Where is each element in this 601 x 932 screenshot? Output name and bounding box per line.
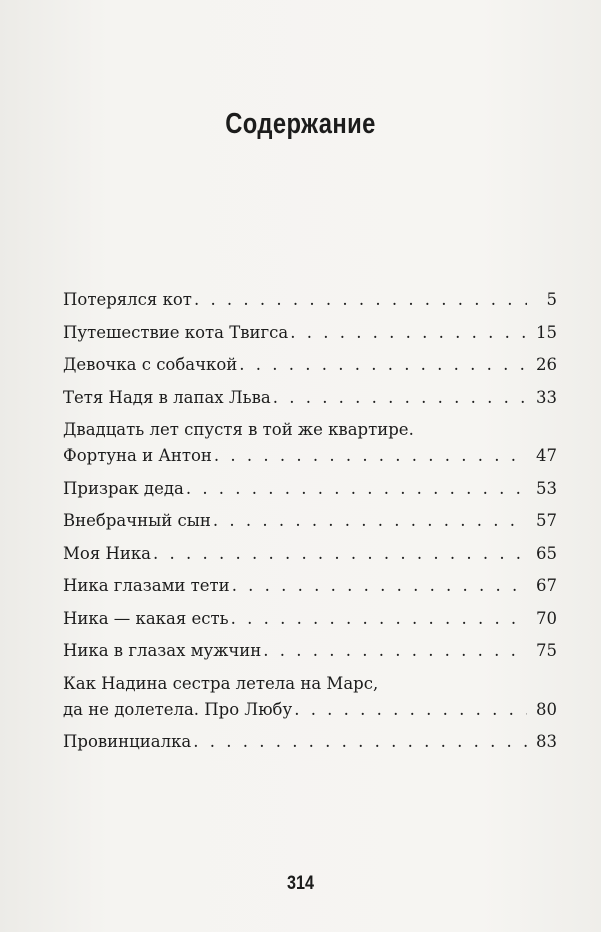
toc-entry-title: Двадцать лет спустя в той же квартире. (63, 420, 414, 439)
toc-entry (63, 287, 557, 313)
leader-dots (214, 443, 527, 469)
leader-dots (186, 476, 527, 502)
toc-entry-page: 75 (536, 641, 557, 660)
leader-dots (232, 573, 527, 599)
toc-entry-page: 53 (536, 478, 557, 498)
toc-entry-page: 83 (536, 732, 557, 751)
toc-entry-title: да не долетела. Про Любу (63, 699, 293, 719)
toc-entry-title: Потерялся кот (63, 290, 192, 309)
toc-entry (63, 320, 557, 346)
toc-entry (63, 729, 557, 755)
toc-entry-page: 67 (536, 576, 557, 595)
toc-entry (63, 417, 557, 469)
page-number: 314 (287, 873, 314, 894)
leader-dots (273, 385, 527, 411)
toc-entry (63, 476, 557, 502)
toc-entry-title: Провинциалка (63, 732, 192, 751)
toc-entry-title: Внебрачный сын (63, 511, 211, 530)
toc-entry-title: Фортуна и Антон (63, 446, 212, 465)
page-title: Содержание (225, 108, 376, 140)
toc-entry-title: Девочка с собачкой (63, 355, 238, 374)
toc-entry-page: 57 (536, 511, 557, 530)
toc-entry-page: 80 (536, 699, 557, 719)
toc-entry (63, 508, 557, 534)
leader-dots (213, 508, 527, 534)
toc-entry-title: Ника глазами тети (63, 576, 230, 595)
toc-entry (63, 352, 557, 378)
toc-entry-title: Как Надина сестра летела на Марс, (63, 673, 379, 693)
leader-dots (263, 638, 527, 664)
toc-entry-title: Моя Ника (63, 543, 152, 563)
leader-dots (193, 729, 527, 755)
leader-dots (294, 697, 527, 723)
toc-entry-page: 70 (536, 608, 557, 628)
toc-entry-page: 15 (536, 322, 557, 342)
toc-entry-title: Ника — какая есть (63, 608, 229, 628)
leader-dots (231, 606, 527, 632)
toc-entry-title: Тетя Надя в лапах Льва (63, 387, 271, 407)
toc-entry (63, 638, 557, 664)
toc-entry-title: Призрак деда (63, 478, 184, 498)
toc-entry (63, 385, 557, 411)
leader-dots (239, 352, 527, 378)
toc-entry-page: 5 (546, 290, 557, 309)
toc-entry-page: 26 (536, 355, 557, 374)
leader-dots (194, 287, 527, 313)
toc-entry (63, 606, 557, 632)
toc-entry-title: Путешествие кота Твигса (63, 322, 289, 342)
toc-entry (63, 541, 557, 567)
toc-entry (63, 671, 557, 723)
leader-dots (153, 541, 527, 567)
toc-entry (63, 573, 557, 599)
toc-entry-page: 47 (536, 446, 557, 465)
toc-entry-page: 33 (536, 387, 557, 407)
toc-entry-title: Ника в глазах мужчин (63, 641, 262, 660)
toc-entry-page: 65 (536, 543, 557, 563)
table-of-contents (63, 287, 557, 762)
leader-dots (290, 320, 527, 346)
